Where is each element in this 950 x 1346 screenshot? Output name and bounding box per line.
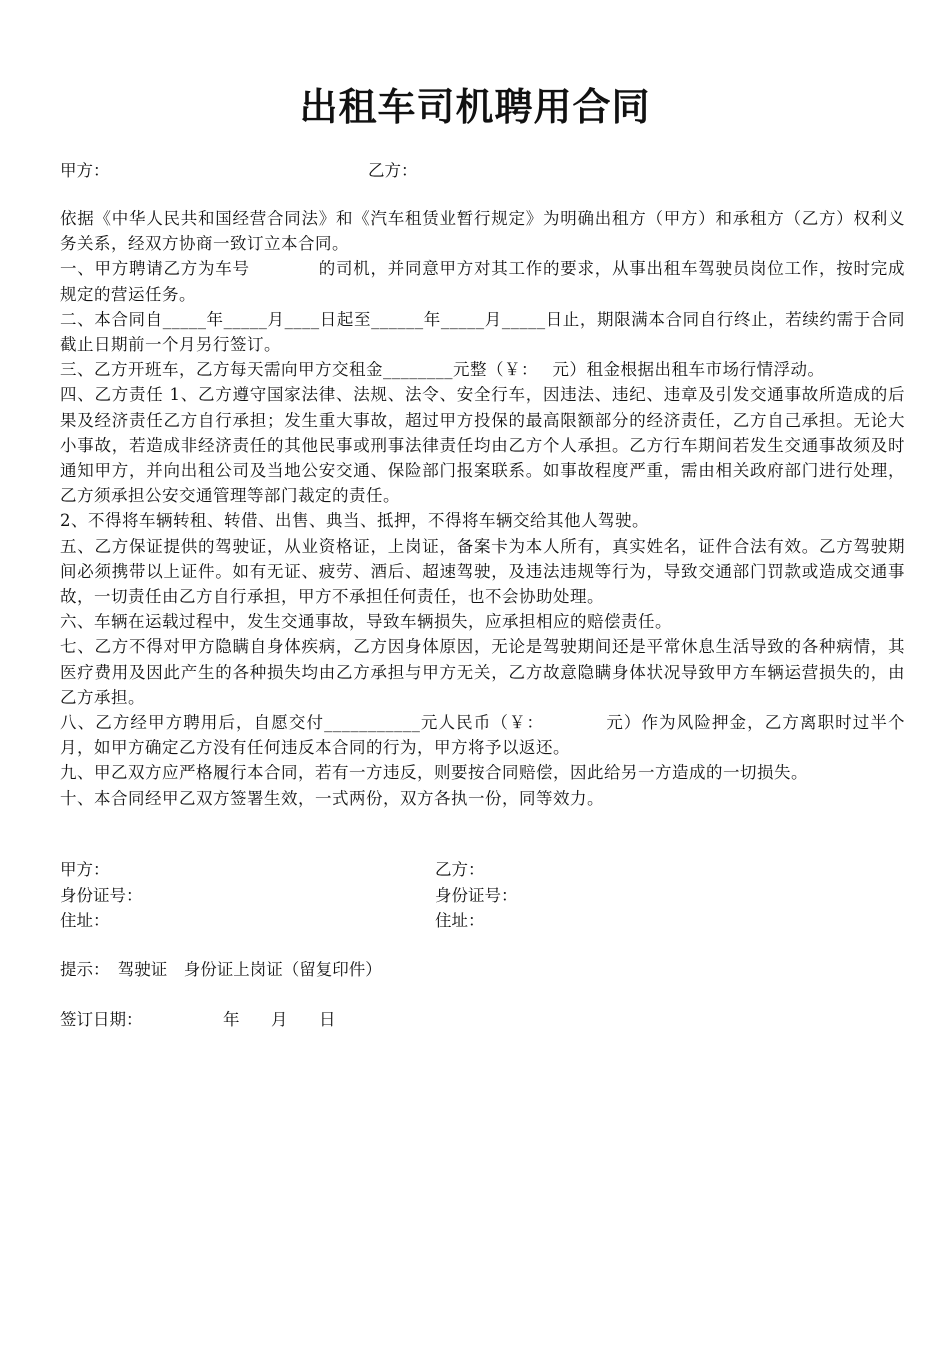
contract-body — [60, 206, 905, 811]
signing-date-month: 月 — [271, 1010, 288, 1029]
signature-party-a-name-label: 甲方： — [60, 860, 110, 879]
clause-10-paragraph: 十、本合同经甲乙双方签署生效，一式两份，双方各执一份，同等效力。 — [60, 788, 604, 808]
signature-party-b-id-label: 身份证号： — [435, 885, 518, 905]
header-party-a-label: 甲方： — [60, 161, 110, 180]
signing-date-year: 年 — [223, 1010, 240, 1029]
signing-date-label: 签订日期： — [60, 1010, 143, 1029]
signature-block-party-b — [435, 857, 518, 934]
clause-1-paragraph: 一、甲方聘请乙方为车号 的司机，并同意甲方对其工作的要求，从事出租车驾驶员岗位工作，按时完成规定的营运任务。 — [60, 259, 905, 304]
signature-party-b-address-label: 住址： — [435, 911, 485, 930]
signature-party-a-address-label: 住址： — [60, 911, 110, 930]
signing-date-day: 日 — [319, 1010, 336, 1029]
clause-4-item-2-paragraph: 2、不得将车辆转租、转借、出售、典当、抵押，不得将车辆交给其他人驾驶。 — [60, 511, 649, 531]
header-party-b-label: 乙方： — [368, 161, 418, 180]
preamble-paragraph: 依据《中华人民共和国经营合同法》和《汽车租赁业暂行规定》为明确出租方（甲方）和承租方（乙方）权利义务关系，经双方协商一致订立本合同。 — [60, 209, 905, 254]
clause-5-paragraph: 五、乙方保证提供的驾驶证，从业资格证，上岗证，备案卡为本人所有，真实姓名，证件合法有效。乙方驾驶期间必须携带以上证件。如有无证、疲劳、酒后、超速驾驶，及违法违规等行为，导致交通部门罚款或造成交通事故，一切责任由乙方自行承担，甲方不承担任何责任，也不会协助处理。 — [60, 536, 905, 607]
clause-6-paragraph: 六、车辆在运载过程中，发生交通事故，导致车辆损失，应承担相应的赔偿责任。 — [60, 612, 672, 632]
signing-date — [60, 1007, 336, 1032]
clause-3-paragraph: 三、乙方开班车，乙方每天需向甲方交租金________元整（￥： 元）租金根据出租车市场行情浮动。 — [60, 360, 825, 380]
document-title: 出租车司机聘用合同 — [299, 85, 651, 129]
clause-4-paragraph: 四、乙方责任 1、乙方遵守国家法律、法规、法令、安全行车，因违法、违纪、违章及引发交通事故所造成的后果及经济责任乙方自行承担；发生重大事故，超过甲方投保的最高限额部分的经济责任，乙方自己承担。无论大小事故，若造成非经济责任的其他民事或刑事法律责任均由乙方个人承担。乙方行车期间若发生交通事故须及时通知甲方，并向出租公司及当地公安交通、保险部门报案联系。如事故程度严重，需由相关政府部门进行处理，乙方须承担公安交通管理等部门裁定的责任。 — [60, 385, 905, 506]
clause-2-paragraph: 二、本合同自_____年_____月____日起至______年_____月_____日止，期限满本合同自行终止，若续约需于合同截止日期前一个月另行签订。 — [60, 309, 905, 355]
signature-block-party-a — [60, 857, 143, 934]
signature-party-b-name-label: 乙方： — [435, 860, 485, 879]
signature-party-a-id-label: 身份证号： — [60, 885, 143, 905]
clause-9-paragraph: 九、甲乙双方应严格履行本合同，若有一方违反，则要按合同赔偿，因此给另一方造成的一切损失。 — [60, 763, 808, 783]
documents-hint: 提示： 驾驶证 身份证上岗证（留复印件） — [60, 960, 382, 979]
clause-8-paragraph: 八、乙方经甲方聘用后，自愿交付___________元人民币（￥： 元）作为风险押金，乙方离职时过半个月，如甲方确定乙方没有任何违反本合同的行为，甲方将予以返还。 — [60, 713, 905, 758]
clause-7-paragraph: 七、乙方不得对甲方隐瞒自身体疾病，乙方因身体原因，无论是驾驶期间还是平常休息生活导致的各种病情，其医疗费用及因此产生的各种损失均由乙方承担与甲方无关，乙方故意隐瞒身体状况导致甲方车辆运营损失的，由乙方承担。 — [60, 637, 905, 707]
